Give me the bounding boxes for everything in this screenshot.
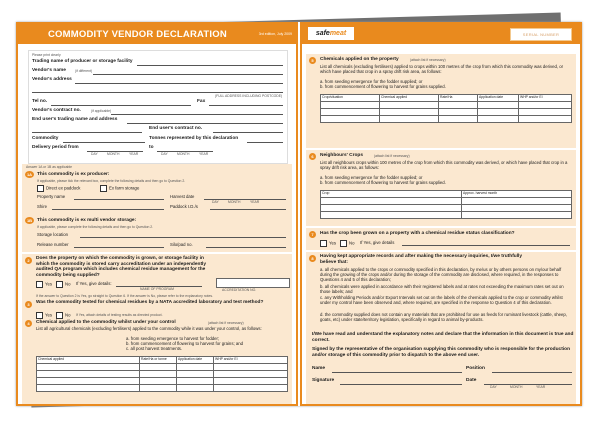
q1b-subtitle: If applicable, please complete the following details and then go to Question 2. <box>37 225 154 229</box>
q2-no-label: No <box>65 281 71 287</box>
q2-number: 2 <box>25 257 32 264</box>
q7-yes-option[interactable] <box>320 240 336 247</box>
table-row[interactable] <box>37 385 288 392</box>
q6-crops-table <box>320 190 572 219</box>
q6-text: List all neighbours crops within 100 metres of the crop from which this commodity was derived, or which have placed that crop in a spray drift risk area, as follows: <box>320 160 568 170</box>
release-number-field[interactable] <box>74 247 164 248</box>
vendor-contract-field[interactable] <box>111 114 283 115</box>
q5-title: Chemicals applied on the property <box>320 57 399 62</box>
end-user-field-2[interactable] <box>32 132 142 133</box>
q1a-subtitle: If applicable, please tick the relevant box, complete the following details and then go to Question 2. <box>37 179 186 183</box>
q2-yes-checkbox[interactable] <box>36 281 43 288</box>
harvest-day-label: DAY <box>212 200 219 204</box>
table-row[interactable] <box>37 371 288 378</box>
q7-no-checkbox[interactable] <box>340 240 347 247</box>
q2-accreditation-boxes[interactable] <box>216 278 290 288</box>
tonnes-label: Tonnes represented by this declaration <box>149 136 239 141</box>
from-month-label: MONTH <box>107 152 120 156</box>
q1a-number: 1A <box>26 172 33 177</box>
q1-note: Answer 1A or 1B as applicable <box>26 165 72 169</box>
vendor-name-note: (if different) <box>75 69 93 73</box>
q3-number: 3 <box>25 301 32 308</box>
q4-text: Chemical applied to the commodity whilst under your control <box>36 320 176 325</box>
q8-signed-by: Signed by the representative of the organisation supplying this commodity who is responsible for the production and/or storage of this commodity prior to dispatch to the above end user. <box>312 347 570 358</box>
to-day-label: DAY <box>161 152 168 156</box>
q5-col-whp: WHP and/or EI <box>519 95 572 102</box>
q7-no-label: No <box>349 240 355 246</box>
fax-field[interactable] <box>209 105 283 106</box>
end-user-field[interactable] <box>127 123 283 124</box>
q8-confirmation: I/We have read and understand the explanatory notes and declare that the information in this document is true and correct. <box>312 332 574 343</box>
farm-storage-label: Ex farm storage <box>109 185 140 191</box>
harvest-year-label: YEAR <box>250 200 260 204</box>
q4-item-b: b. from commencement of flowering to harvest for grains; and <box>126 341 244 346</box>
declaration-form <box>16 22 582 406</box>
q4-item-c: c. all post harvest treatments. <box>126 346 183 351</box>
table-row[interactable] <box>37 378 288 385</box>
q2-text: Does the property on which the commodity is grown, or storage facility in which the commodity is stored carry accreditation under an independently audited QA program which includes chemical residue management for the commodity being supplied? <box>36 256 207 278</box>
q2-yes-option[interactable] <box>36 281 52 288</box>
table-row[interactable] <box>321 109 572 116</box>
right-page <box>300 22 582 406</box>
address-note: (FULL ADDRESS INCLUDING POSTCODE) <box>215 94 283 98</box>
from-year-label: YEAR <box>129 152 139 156</box>
direct-paddock-checkbox[interactable] <box>37 185 44 192</box>
property-name-label: Property name <box>37 194 66 199</box>
q2-note: If the answer to Question 2 is Yes, go straight to Question 6. If the answer is No, please refer to the explanatory notes. <box>36 294 213 298</box>
silo-pad-field[interactable] <box>206 247 286 248</box>
position-field[interactable] <box>492 372 572 373</box>
signature-field[interactable] <box>340 384 462 385</box>
vendor-address-field-2[interactable] <box>32 92 283 93</box>
q6-col-crop: Crop <box>321 191 462 198</box>
table-header-row <box>321 95 572 102</box>
table-row[interactable] <box>321 116 572 123</box>
form-title: COMMODITY VENDOR DECLARATION <box>48 29 227 40</box>
q5-number: 5 <box>309 57 316 64</box>
shire-label: Shire <box>37 204 48 209</box>
fax-label: Fax <box>197 99 206 104</box>
question-6-section <box>306 150 576 226</box>
q5-item-a: a. from seeding emergence for the fodder supplied; or <box>320 79 423 84</box>
end-user-label: End user's trading name and address <box>32 117 118 122</box>
position-label: Position <box>466 366 485 371</box>
q8-item-a: a. all chemicals applied to the crops or commodity specified in this declaration, by me/us or by others persons on my/our behalf during the growing of the crops and/or during the storage of the commodity are disclosed, where required, in the responses to Questions 4 and 5 of this declaration; <box>320 267 562 282</box>
question-1-section <box>22 164 292 252</box>
table-row[interactable] <box>321 198 572 205</box>
table-row[interactable] <box>321 102 572 109</box>
question-5-section <box>306 54 576 148</box>
q4-col-whp: WHP and/or EI <box>214 357 288 364</box>
storage-location-field[interactable] <box>80 237 286 238</box>
table-header-row <box>321 191 572 198</box>
edition-note: 3rd edition, July 2009 <box>258 32 292 36</box>
q2-no-option[interactable] <box>56 281 71 288</box>
q6-item-b: b. from commencement of flowering to harvest for grains supplied. <box>320 180 446 185</box>
q7-no-option[interactable] <box>340 240 355 247</box>
tel-label: Tel no. <box>32 99 48 104</box>
q5-attach-note: (attach list if necessary) <box>410 58 446 62</box>
q1a-title: This commodity is ex producer: <box>37 172 110 177</box>
q3-yes-label: Yes <box>45 312 53 318</box>
q5-text: List all chemicals (excluding fertilisers) applied to crops within 100 metres of the crop from which this commodity was derived, or which have placed that crop in a spray drift risk area, as follows: <box>320 64 564 74</box>
left-page <box>16 22 298 406</box>
print-clearly-note: Please print clearly <box>32 53 61 57</box>
q8-item-c: c. any Withholding Periods and/or Export Intervals set out on the labels of the chemicals applied to the crop or commodity whilst under my control have been observed and, where required, are specified in the response to Question 4 of this declaration. <box>320 295 563 305</box>
farm-storage-option[interactable] <box>100 185 139 192</box>
date-field[interactable] <box>484 384 572 385</box>
q5-item-b: b. from commencement of flowering to harvest for grains supplied. <box>320 84 446 89</box>
trading-name-field[interactable] <box>137 65 283 66</box>
q8-title: Having kept appropriate records and after making the necessary inquiries, I/we truthfully believe that: <box>320 254 523 265</box>
q2-program-label: NAME OF PROGRAM <box>140 287 174 291</box>
q7-text: Has the crop been grown on a property with a chemical residue status classification? <box>320 231 515 236</box>
signature-label: Signature <box>312 378 335 383</box>
to-label: to <box>149 145 154 150</box>
q6-title: Neighbours' Crops <box>320 153 363 158</box>
q4-number: 4 <box>25 320 32 327</box>
q4-item-a: a. from seeding emergence to harvest for fodder; <box>126 336 220 341</box>
form-header <box>18 24 296 44</box>
sign-month-label: MONTH <box>510 385 523 389</box>
farm-storage-checkbox[interactable] <box>100 185 107 192</box>
q5-col-date: Application date <box>478 95 519 102</box>
q5-col-crop: Crop/situation <box>321 95 380 102</box>
harvest-date-label: Harvest date <box>170 194 195 199</box>
q3-no-option[interactable] <box>56 312 71 319</box>
to-month-label: MONTH <box>177 152 190 156</box>
trading-name-label: Trading name of producer or storage facility <box>32 59 133 64</box>
from-day-label: DAY <box>91 152 98 156</box>
tonnes-field[interactable] <box>247 142 283 143</box>
vendor-details-section <box>28 50 288 164</box>
harvest-month-label: MONTH <box>228 200 241 204</box>
end-user-contract-label: End user's contract no. <box>149 126 203 131</box>
q5-col-chemical: Chemical applied <box>380 95 439 102</box>
q8-item-d: d. the commodity supplied does not contain any materials that are prohibited for use as feeds for ruminant livestock (cattle, sheep, goats, etc) under state/territory legislation, specifically in regard to animal by-products. <box>320 312 567 322</box>
q4-col-chemical: Chemical applied <box>37 357 140 364</box>
delivery-label: Delivery period from <box>32 145 79 150</box>
name-label: Name <box>312 366 326 371</box>
vendor-contract-label: Vendor's contract no. <box>32 108 81 113</box>
storage-location-label: Storage location <box>37 232 69 237</box>
q1b-number: 1B <box>26 218 33 223</box>
direct-paddock-label: Direct ex paddock <box>46 185 81 191</box>
vendor-address-field[interactable] <box>75 83 283 84</box>
q3-no-label: No <box>65 312 71 318</box>
q3-no-checkbox[interactable] <box>56 312 63 319</box>
questions-2-4-section <box>22 254 292 404</box>
q7-yes-checkbox[interactable] <box>320 240 327 247</box>
q4-col-rate: Rate/Ha or tonne <box>140 357 177 364</box>
q2-accreditation-label: ACCREDITATION NO. <box>222 288 257 292</box>
q2-if-yes-label: If Yes, give details: <box>76 281 112 286</box>
silo-pad-label: Silo/pad no. <box>170 242 193 247</box>
q5-col-rate: Rate/Ha <box>439 95 478 102</box>
q4-list-text: List all agricultural chemicals (excluding fertilisers) applied to the commodity while it was under your control, as follows: <box>36 326 262 331</box>
q8-item-b: b. all chemicals were applied in accordance with their registered labels and at rates not exceeding the maximum rates set out on those labels; and <box>320 284 564 294</box>
q3-text: Was the commodity tested for chemical residues by a NATA accredited laboratory and test method? <box>36 300 264 305</box>
shire-field[interactable] <box>52 209 164 210</box>
table-row[interactable] <box>321 205 572 212</box>
q6-number: 6 <box>309 153 316 160</box>
q7-yes-label: Yes <box>329 240 337 246</box>
table-row[interactable] <box>37 364 288 371</box>
release-number-label: Release number <box>37 242 69 247</box>
q2-no-checkbox[interactable] <box>56 281 63 288</box>
paddock-id-label: Paddock I.D./s <box>170 204 198 209</box>
question-7-section <box>306 228 576 250</box>
table-row[interactable] <box>321 212 572 219</box>
sign-year-label: YEAR <box>536 385 546 389</box>
date-label: Date <box>466 378 477 383</box>
q7-details-field[interactable] <box>402 245 570 246</box>
tel-field[interactable] <box>51 105 191 106</box>
commodity-field[interactable] <box>63 142 145 143</box>
paddock-id-field[interactable] <box>210 209 286 210</box>
question-8-section <box>306 252 576 404</box>
q6-attach-note: (attach list if necessary) <box>374 154 410 158</box>
q3-note: If Yes, attach details of testing results as directed product. <box>76 313 163 317</box>
q7-number: 7 <box>309 231 316 238</box>
q3-yes-checkbox[interactable] <box>36 312 43 319</box>
property-name-field[interactable] <box>74 199 164 200</box>
q6-col-harvest: Approx. harvest month <box>462 191 572 198</box>
q4-chemicals-table <box>36 356 288 392</box>
vendor-name-label: Vendor's name <box>32 68 66 73</box>
direct-paddock-option[interactable] <box>37 185 80 192</box>
sign-day-label: DAY <box>490 385 497 389</box>
name-field[interactable] <box>332 372 462 373</box>
end-user-contract-field[interactable] <box>213 132 283 133</box>
q5-chemicals-table <box>320 94 572 123</box>
commodity-label: Commodity <box>32 136 59 141</box>
q3-yes-option[interactable] <box>36 312 52 319</box>
serial-number-field[interactable]: SERIAL NUMBER <box>510 28 572 41</box>
q7-if-yes-label: If Yes, give details <box>360 240 395 245</box>
right-header <box>302 24 580 44</box>
q4-attach-note: (attach list if necessary) <box>208 321 244 325</box>
to-year-label: YEAR <box>199 152 209 156</box>
q8-number: 8 <box>309 255 316 262</box>
table-header-row <box>37 357 288 364</box>
q1b-title: This commodity is ex multi vendor storage: <box>37 218 137 223</box>
safemeat-logo: safemeat <box>308 27 354 40</box>
q2-yes-label: Yes <box>45 281 53 287</box>
vendor-contract-note: (if applicable) <box>91 109 112 113</box>
vendor-name-field[interactable] <box>93 74 283 75</box>
q6-item-a: a. from seeding emergence for the fodder supplied; or <box>320 175 423 180</box>
vendor-address-label: Vendor's address <box>32 77 72 82</box>
q4-col-date: Application date <box>177 357 214 364</box>
